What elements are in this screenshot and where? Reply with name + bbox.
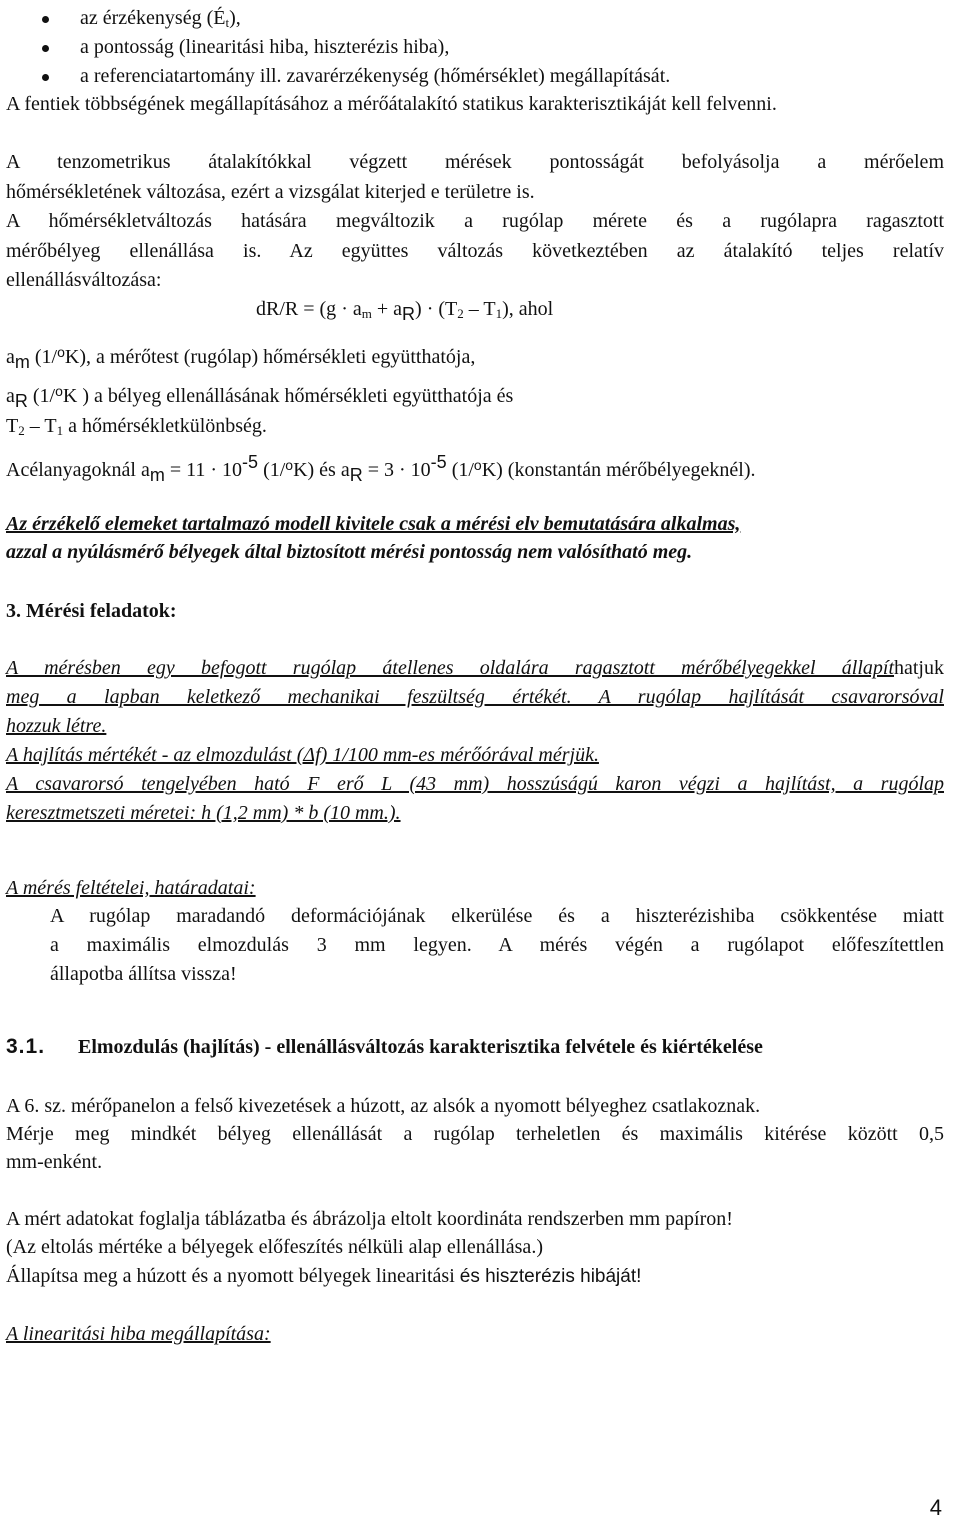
superscript: o [473,457,482,473]
subscript: R [349,465,363,485]
paragraph-line [6,237,944,265]
formula-part: (T [438,298,458,320]
conditions-line: a maximális elmozdulás 3 mm legyen. A mérés végén a rugólapot előfeszítettlen [50,934,944,956]
subsection-title: Elmozdulás (hajlítás) - ellenállásváltozás karakterisztika felvétele és kiértékelése [78,1036,763,1058]
text-segment: A mérésben egy befogott rugólap átellenes oldalára ragasztott mérőbélyegekkel állapít [6,657,894,679]
text-segment: – T [29,415,57,437]
text-segment: T [6,415,19,437]
task-line [6,654,944,682]
text-segment: mérőbélyeg ellenállása is. [6,240,262,262]
text-segment: Acélanyagoknál a [6,459,150,481]
subscript: R [402,304,416,324]
paragraph-line: A hőmérsékletváltozás hatására megváltozik a rugólap mérete és a rugólapra ragasztott [6,210,944,232]
superscript: o [285,457,294,473]
text-segment: a hőmérsékletkülönbség. [68,415,267,437]
text-segment: és hiszterézis hibáját! [459,1266,642,1287]
text-segment: 10 [410,459,431,481]
paragraph-intro: A fentiek többségének megállapításához a mérőátalakító statikus karakterisztikáját kell felvenni. [6,93,777,115]
paragraph-line: mm-enként. [6,1151,103,1173]
page-number: 4 [929,1495,942,1520]
text-segment: = 3 [367,459,394,481]
text-segment: a [6,385,15,407]
task-line: keresztmetszeti méretei: h (1,2 mm) * b (10 mm.). [6,802,401,824]
text-segment: a [6,346,15,368]
task-line: meg a lapban keletkező mechanikai feszültség értékét. A rugólap hajlítását csavarorsóval [6,686,944,708]
formula [256,295,756,323]
superscript: o [55,383,63,399]
superscript: -5 [430,452,447,472]
paragraph-line: ellenállásváltozása: [6,269,162,291]
subscript: m [361,306,372,321]
formula-part: + a [376,298,403,320]
paragraph-line: A tenzometrikus átalakítókkal végzett mérések pontosságát befolyásolja a mérőelem [6,151,944,173]
text-segment: (1/ [32,385,56,407]
text-segment: (1/ [34,346,58,368]
task-line: A hajlítás mértékét - az elmozdulást (Δf) 1/100 mm-es mérőórával mérjük. [6,744,599,766]
task-line: A csavarorsó tengelyében ható F erő L (43 mm) hosszúságú karon végzi a hajlítást, a rugólap [6,773,944,795]
text-segment: · [399,459,406,481]
bullet-dot-icon [42,74,49,81]
formula-part: – T [468,298,496,320]
subscript: 2 [457,306,464,321]
paragraph-line: A 6. sz. mérőpanelon a felső kivezetések a húzott, az alsók a nyomott bélyeghez csatlakoznak. [6,1095,761,1117]
subscript: t [225,15,230,30]
conditions-title: A mérés feltételei, határadatai: [6,877,256,899]
steel-coefficients [6,448,944,485]
subsection-number: 3.1. [6,1035,46,1058]
formula-part: ), ahol [502,298,554,320]
definition-line [6,412,944,440]
bullet-text: a referenciatartomány ill. zavarérzékenység (hőmérséklet) megállapítását. [80,65,671,87]
text-segment: K) (konstantán mérőbélyegeknél). [481,459,756,481]
text-segment: K), a mérőtest (rugólap) hőmérsékleti együtthatója, [64,346,476,368]
paragraph-line: (Az eltolás mértéke a bélyegek előfeszítés nélküli alap ellenállása.) [6,1236,543,1258]
warning-line: Az érzékelő elemeket tartalmazó modell kivitele csak a mérési elv bemutatására alkalmas, [6,513,741,535]
text-segment: 10 [222,459,243,481]
conditions-line: A rugólap maradandó deformációjának elkerülése és a hiszterézishiba csökkentése miatt [50,905,944,927]
text-segment: (1/ [263,459,286,481]
subsection-heading [6,1033,944,1061]
superscript: -5 [242,452,259,472]
text-segment: hatjuk [894,657,944,679]
bullet-dot-icon [42,45,49,52]
formula-part: ) [415,298,422,320]
formula-part: · [426,298,434,320]
subscript: 2 [18,423,25,438]
conditions-line: állapotba állítsa vissza! [50,963,237,985]
text-segment: K ) a bélyeg ellenállásának hőmérsékleti együtthatója és [62,385,514,407]
subscript: R [14,391,28,411]
bullet-text: az érzékenység (É [80,7,226,29]
bullet-dot-icon [42,16,49,23]
text-segment: = 11 [169,459,206,481]
linearity-title: A linearitási hiba megállapítása: [6,1323,271,1345]
text-segment: K) és a [293,459,350,481]
text-segment: Állapítsa meg a húzott és a nyomott bélyegek linearitási [6,1265,455,1287]
definition-line [6,377,944,411]
task-line: hozzuk létre. [6,715,107,737]
section-heading: 3. Mérési feladatok: [6,600,177,622]
paragraph-line: A mért adatokat foglalja táblázatba és ábrázolja eltolt koordináta rendszerben mm papíron! [6,1208,733,1230]
paragraph-line [6,1262,944,1290]
subscript: m [149,465,165,485]
text-segment: Az együttes változás következtében az átalakító teljes relatív [289,240,945,262]
subscript: m [14,352,30,372]
superscript: o [57,344,65,360]
text-segment: (1/ [451,459,474,481]
text-segment: · [210,459,218,481]
formula-part: a [352,298,362,320]
subscript: 1 [56,423,64,438]
warning-line: azzal a nyúlásmérő bélyegek által biztosított mérési pontosság nem valósítható meg. [6,541,693,563]
paragraph-line: Mérje meg mindkét bélyeg ellenállását a rugólap terheletlen és maximális kitérése között 0,5 [6,1123,944,1145]
definition-line [6,338,944,372]
formula-part: dR/R = (g [256,298,337,320]
subscript: 1 [495,306,503,321]
bullet-text: a pontosság (linearitási hiba, hiszterézis hiba), [80,36,450,58]
paragraph-line: hőmérsékletének változása, ezért a vizsgálat kiterjed e területre is. [6,181,535,203]
formula-part: · [341,298,348,320]
bullet-text-end: ), [229,7,241,29]
